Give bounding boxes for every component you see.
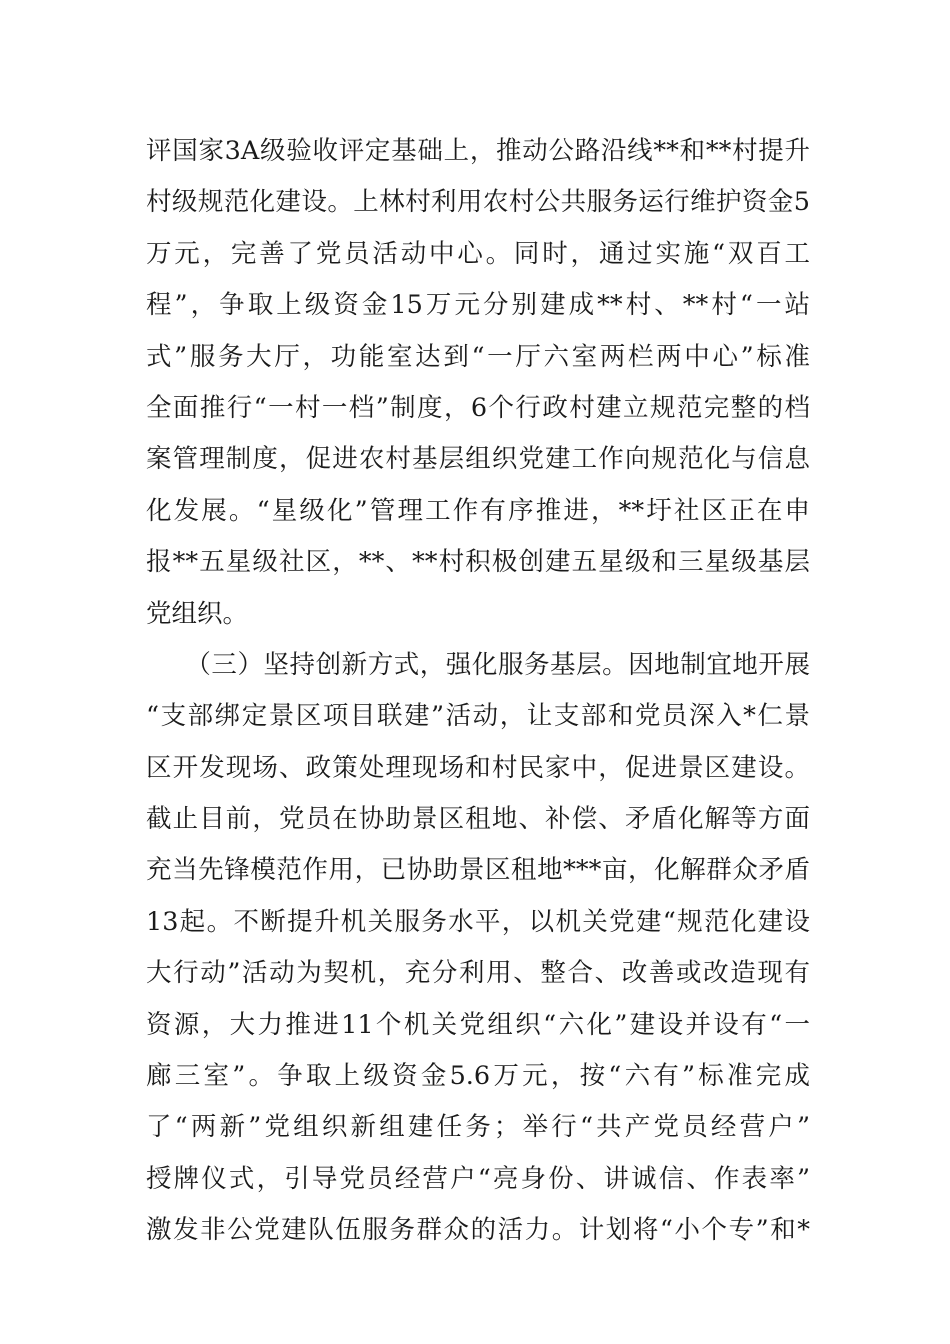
text-line: 区开发现场、政策处理现场和村民家中，促进景区建设。 [146,752,810,783]
text-line: 万元，完善了党员活动中心。同时，通过实施“双百工 [146,238,810,269]
text-line: 充当先锋模范作用，已协助景区租地***亩，化解群众矛盾 [146,855,810,886]
text-line: 授牌仪式，引导党员经营户“亮身份、讲诚信、作表率” [146,1163,810,1194]
text-line: 资源，大力推进11个机关党组织“六化”建设并设有“一 [146,1009,810,1040]
text-line: “支部绑定景区项目联建”活动，让支部和党员深入*仁景 [146,701,810,732]
text-line: 截止目前，党员在协助景区租地、补偿、矛盾化解等方面 [146,804,810,835]
text-line: 村级规范化建设。上林村利用农村公共服务运行维护资金5 [146,187,810,218]
text-line: 激发非公党建队伍服务群众的活力。计划将“小个专”和* [146,1215,810,1246]
text-line: 全面推行“一村一档”制度，6个行政村建立规范完整的档 [146,392,810,423]
text-line: 廊三室”。争取上级资金5.6万元，按“六有”标准完成 [146,1061,810,1092]
text-line: 了“两新”党组织新组建任务；举行“共产党员经营户” [146,1112,810,1143]
text-line: 程”，争取上级资金15万元分别建成**村、**村“一站 [146,290,810,321]
text-line: （三）坚持创新方式，强化服务基层。因地制宜地开展 [146,649,810,680]
text-line: 大行动”活动为契机，充分利用、整合、改善或改造现有 [146,958,810,989]
text-line: 13起。不断提升机关服务水平，以机关党建“规范化建设 [146,906,810,937]
text-line: 化发展。“星级化”管理工作有序推进，**圩社区正在申 [146,495,810,526]
text-line: 评国家3A级验收评定基础上，推动公路沿线**和**村提升 [146,136,810,166]
text-line: 党组织。 [146,598,249,629]
text-line: 案管理制度，促进农村基层组织党建工作向规范化与信息 [146,444,810,475]
text-line: 报**五星级社区，**、**村积极创建五星级和三星级基层 [146,547,810,578]
text-line: 式”服务大厅，功能室达到“一厅六室两栏两中心”标准 [146,341,810,372]
body-text [146,126,810,1257]
